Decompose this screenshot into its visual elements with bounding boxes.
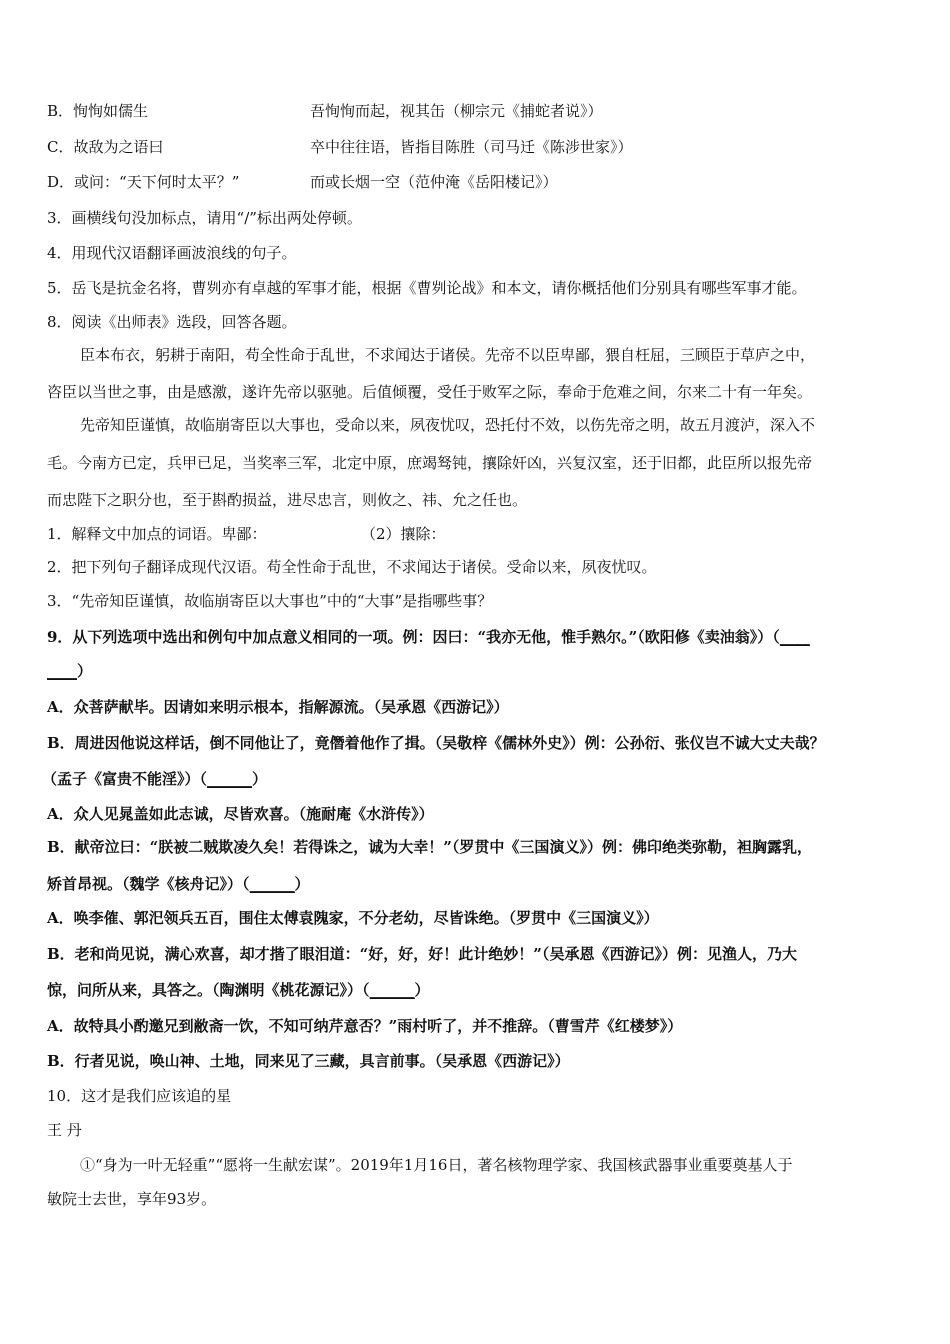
option-c-line [47, 137, 633, 157]
question-3-pause: 3．画横线句没加标点，请用“/”标出两处停顿。 [47, 209, 362, 227]
article-paragraph: 敏院士去世，享年93岁。 [47, 1190, 217, 1208]
option-a: A．唤李傕、郭汜领兵五百，围住太傅袁隗家，不分老幼，尽皆诛绝。（罗贯中《三国演义》） [47, 909, 659, 927]
option-a: A．众菩萨献毕。因请如来明示根本，指解源流。（吴承恩《西游记》） [47, 698, 509, 716]
option-d-line [47, 172, 558, 192]
passage-line: 臣本布衣，躬耕于南阳，苟全性命于乱世，不求闻达于诸侯。先帝不以臣卑鄙，猥自枉屈，三顾臣于草庐之中， [80, 346, 816, 364]
question-9-text: 9．从下列选项中选出和例句中加点意义相同的一项。例：因曰：“我亦无他，惟手熟尔。”（欧阳修《卖油翁》）（ [47, 628, 780, 646]
example-close: ） [414, 981, 430, 999]
example-line [42, 769, 267, 789]
option-b-line [47, 101, 603, 121]
example-close: ） [252, 770, 268, 788]
question-8-2: 2．把下列句子翻译成现代汉语。苟全性命于乱世，不求闻达于诸侯。受命以来，夙夜忧叹。 [47, 558, 657, 576]
example-line [47, 874, 310, 894]
option-c-source: 卒中往往语，皆指目陈胜（司马迁《陈涉世家》） [310, 138, 633, 156]
example-text: （孟子《富贵不能淫》）（ [42, 770, 208, 788]
passage-line: 先帝知臣谨慎，故临崩寄臣以大事也，受命以来，夙夜忧叹，恐托付不效，以伤先帝之明，故五月渡泸，深入不 [80, 416, 816, 434]
article-paragraph: ①“身为一叶无轻重”“愿将一生献宏谋”。2019年1月16日，著名核物理学家、我国核武器事业重要奠基人于 [80, 1156, 793, 1174]
example-line [47, 980, 430, 1000]
passage-line: 而忠陛下之职分也，至于斟酌损益，进尽忠言，则攸之、祎、允之任也。 [47, 491, 528, 509]
option-d-source: 而或长烟一空（范仲淹《岳阳楼记》） [310, 173, 558, 191]
question-8-1 [47, 524, 446, 544]
answer-blank[interactable]: ____ [779, 628, 810, 646]
question-8-1-text: 1．解释文中加点的词语。卑鄙： [47, 525, 267, 543]
option-d-text: D．或问：“天下何时太平？” [47, 173, 240, 191]
option-b-text: B．恂恂如儒生 [47, 102, 149, 120]
option-b: B．献帝泣曰：“朕被二贼欺凌久矣！若得诛之，诚为大幸！”（罗贯中《三国演义》）例：佛印绝类弥勒，袒胸露乳， [47, 838, 812, 856]
option-a: A．故特具小酌邀兄到敝斋一饮，不知可纳芹意否？”雨村听了，并不推辞。（曹雪芹《红楼梦》） [47, 1017, 683, 1035]
answer-blank[interactable]: ______ [207, 770, 253, 788]
option-a: A．众人见晁盖如此志诚，尽皆欢喜。（施耐庵《水浒传》） [47, 805, 434, 823]
question-9-close: ） [77, 662, 93, 680]
question-8-1-part2: （2）攘除： [361, 525, 446, 543]
example-close: ） [294, 875, 310, 893]
example-text: 矫首昂视。（魏学《核舟记》）（ [47, 875, 250, 893]
question-8-heading: 8．阅读《出师表》选段，回答各题。 [47, 313, 297, 331]
option-b-source: 吾恂恂而起，视其缶（柳宗元《捕蛇者说》） [310, 102, 603, 120]
answer-blank[interactable]: ____ [47, 662, 77, 680]
question-10-title: 10．这才是我们应该追的星 [47, 1087, 232, 1105]
question-5-military: 5．岳飞是抗金名将，曹刿亦有卓越的军事才能，根据《曹刿论战》和本文，请你概括他们分别具有哪些军事才能。 [47, 279, 807, 297]
passage-line: 毛。今南方已定，兵甲已足，当奖率三军，北定中原，庶竭驽钝，攘除奸凶，兴复汉室，还于旧都，此臣所以报先帝 [47, 454, 813, 472]
answer-blank[interactable]: ______ [249, 875, 295, 893]
author: 王 丹 [47, 1121, 82, 1139]
option-b: B．周进因他说这样话，倒不同他让了，竟僭着他作了揖。（吴敬梓《儒林外史》）例：公孙衍、张仪岂不诚大丈夫哉？ [47, 734, 825, 752]
question-9-heading-cont [47, 661, 92, 681]
option-b: B．老和尚见说，满心欢喜，却才揩了眼泪道：“好，好，好！此计绝妙！”（吴承恩《西游记》）例：见渔人，乃大 [47, 945, 797, 963]
question-4-translate: 4．用现代汉语翻译画波浪线的句子。 [47, 244, 297, 262]
question-9-heading [47, 627, 810, 647]
answer-blank[interactable]: ______ [369, 981, 415, 999]
question-8-3: 3．“先帝知臣谨慎，故临崩寄臣以大事也”中的“大事”是指哪些事？ [47, 592, 493, 610]
passage-line: 咨臣以当世之事，由是感激，遂许先帝以驱驰。后值倾覆，受任于败军之际，奉命于危难之间，尔来二十有一年矣。 [47, 383, 813, 401]
example-text: 惊，问所从来，具答之。（陶渊明《桃花源记》）（ [47, 981, 370, 999]
option-b: B．行者见说，唤山神、土地，同来见了三藏，具言前事。（吴承恩《西游记》） [47, 1052, 570, 1070]
option-c-text: C．故敌为之语曰 [47, 138, 164, 156]
